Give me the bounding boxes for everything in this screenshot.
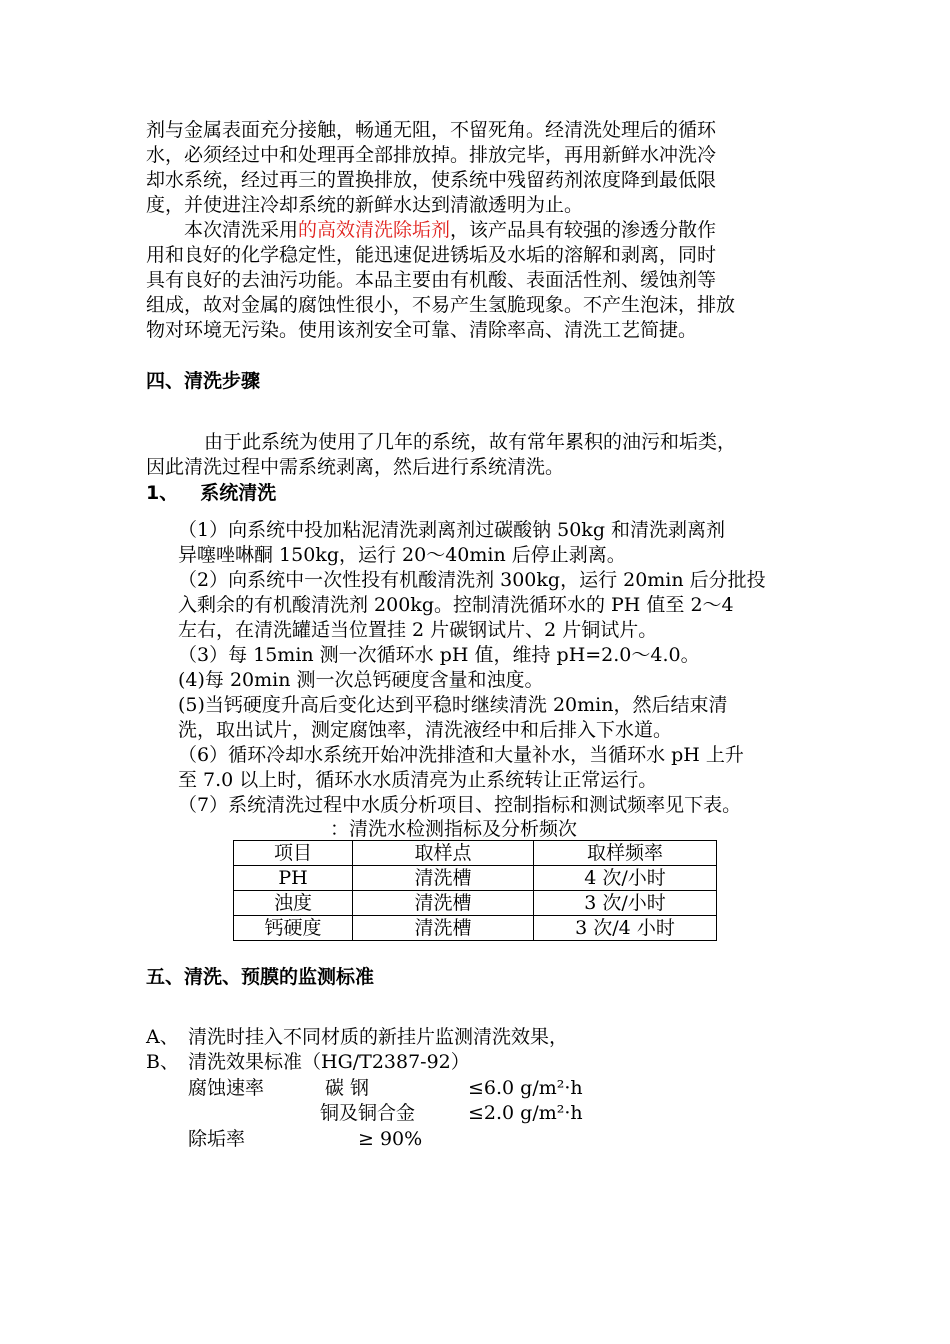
section-heading-4: 四、清洗步骤: [146, 370, 261, 392]
step-line: 异噻唑啉酮 150kg，运行 20～40min 后停止剥离。: [178, 544, 626, 566]
section-heading-5: 五、清洗、预膜的监测标准: [146, 966, 375, 988]
step-line: （3）每 15min 测一次循环水 pH 值，维持 pH=2.0～4.0。: [178, 644, 700, 666]
carbon-steel-value: ≤6.0 g/m²·h: [468, 1077, 583, 1099]
carbon-steel-label: 碳 钢: [325, 1077, 370, 1099]
text-line: 水，必须经过中和处理再全部排放掉。排放完毕，再用新鲜水冲洗冷: [146, 144, 717, 166]
item-a-text: 清洗时挂入不同材质的新挂片监测清洗效果，: [188, 1026, 569, 1048]
product-highlight: 的高效清洗除垢剂: [298, 219, 451, 241]
table-cell: 清洗槽: [353, 916, 534, 941]
table-cell: 3 次/4 小时: [534, 916, 717, 941]
table-cell: 清洗槽: [353, 866, 534, 891]
step-line: (4)每 20min 测一次总钙硬度含量和浊度。: [178, 669, 544, 691]
table-cell: 钙硬度: [234, 916, 353, 941]
subsection-title: 系统清洗: [200, 482, 277, 504]
subsection-heading-1: [146, 481, 276, 506]
text-line: [146, 218, 806, 243]
step-line: 左右，在清洗罐适当位置挂 2 片碳钢试片、2 片铜试片。: [178, 619, 658, 641]
steps-list: [178, 518, 838, 818]
step-line: 入剩余的有机酸清洗剂 200kg。控制清洗循环水的 PH 值至 2～4: [178, 594, 734, 616]
text-line: 具有良好的去油污功能。本品主要由有机酸、表面活性剂、缓蚀剂等: [146, 269, 717, 291]
item-a-label: A、: [146, 1026, 179, 1048]
step-line: （7）系统清洗过程中水质分析项目、控制指标和测试频率见下表。: [178, 794, 742, 816]
text-line: 由于此系统为使用了几年的系统，故有常年累积的油污和垢类，: [204, 431, 737, 453]
step-line: （2）向系统中一次性投有机酸清洗剂 300kg，运行 20min 后分批投: [178, 569, 766, 591]
text-line: 因此清洗过程中需系统剥离，然后进行系统清洗。: [146, 456, 565, 478]
table-header-row: [234, 841, 717, 866]
table-header-cell: 取样频率: [534, 841, 717, 866]
text-suffix: ，该产品具有较强的渗透分散作: [450, 219, 717, 241]
text-line: 度，并使进注冷却系统的新鲜水达到清澈透明为止。: [146, 194, 584, 216]
table-row: [234, 916, 717, 941]
subsection-number: 1、: [146, 482, 179, 504]
copper-label: 铜及铜合金: [320, 1102, 416, 1124]
corrosion-rate-label: 腐蚀速率: [188, 1077, 265, 1099]
paragraph-product: [146, 218, 806, 343]
descaling-rate-label: 除垢率: [188, 1128, 246, 1150]
step-line: （6）循环冷却水系统开始冲洗排渣和大量补水，当循环水 pH 上升: [178, 744, 744, 766]
step-line: (5)当钙硬度升高后变化达到平稳时继续清洗 20min，然后结束清: [178, 694, 728, 716]
text-line: 却水系统，经过再三的置换排放，使系统中残留药剂浓度降到最低限: [146, 169, 717, 191]
table-cell: PH: [234, 866, 353, 891]
table-cell: 清洗槽: [353, 891, 534, 916]
table-header-cell: 项目: [234, 841, 353, 866]
table-cell: 浊度: [234, 891, 353, 916]
step-line: 洗，取出试片，测定腐蚀率，清洗液经中和后排入下水道。: [178, 719, 673, 741]
text-prefix: 本次清洗采用: [184, 219, 299, 241]
item-b-label: B、: [146, 1051, 179, 1073]
step-line: 至 7.0 以上时，循环水水质清亮为止系统转让正常运行。: [178, 769, 658, 791]
text-line: 物对环境无污染。使用该剂安全可靠、清除率高、清洗工艺简捷。: [146, 319, 698, 341]
paragraph-steps-intro: [146, 430, 806, 480]
water-test-table: [233, 840, 717, 941]
table-cell: 3 次/小时: [534, 891, 717, 916]
descaling-rate-value: ≥ 90%: [358, 1128, 423, 1150]
item-b-text: 清洗效果标准（HG/T2387-92）: [188, 1051, 470, 1073]
step-line: （1）向系统中投加粘泥清洗剥离剂过碳酸钠 50kg 和清洗剥离剂: [178, 519, 726, 541]
text-line: 剂与金属表面充分接触，畅通无阻，不留死角。经清洗处理后的循环: [146, 119, 717, 141]
text-line: 组成，故对金属的腐蚀性很小，不易产生氢脆现象。不产生泡沫，排放: [146, 294, 736, 316]
table-row: [234, 891, 717, 916]
text-line: 用和良好的化学稳定性，能迅速促进锈垢及水垢的溶解和剥离，同时: [146, 244, 717, 266]
table-header-cell: 取样点: [353, 841, 534, 866]
copper-value: ≤2.0 g/m²·h: [468, 1102, 583, 1124]
table-caption: ：清洗水检测指标及分析频次: [330, 818, 578, 840]
paragraph-intro: [146, 118, 806, 218]
table-row: [234, 866, 717, 891]
table-cell: 4 次/小时: [534, 866, 717, 891]
